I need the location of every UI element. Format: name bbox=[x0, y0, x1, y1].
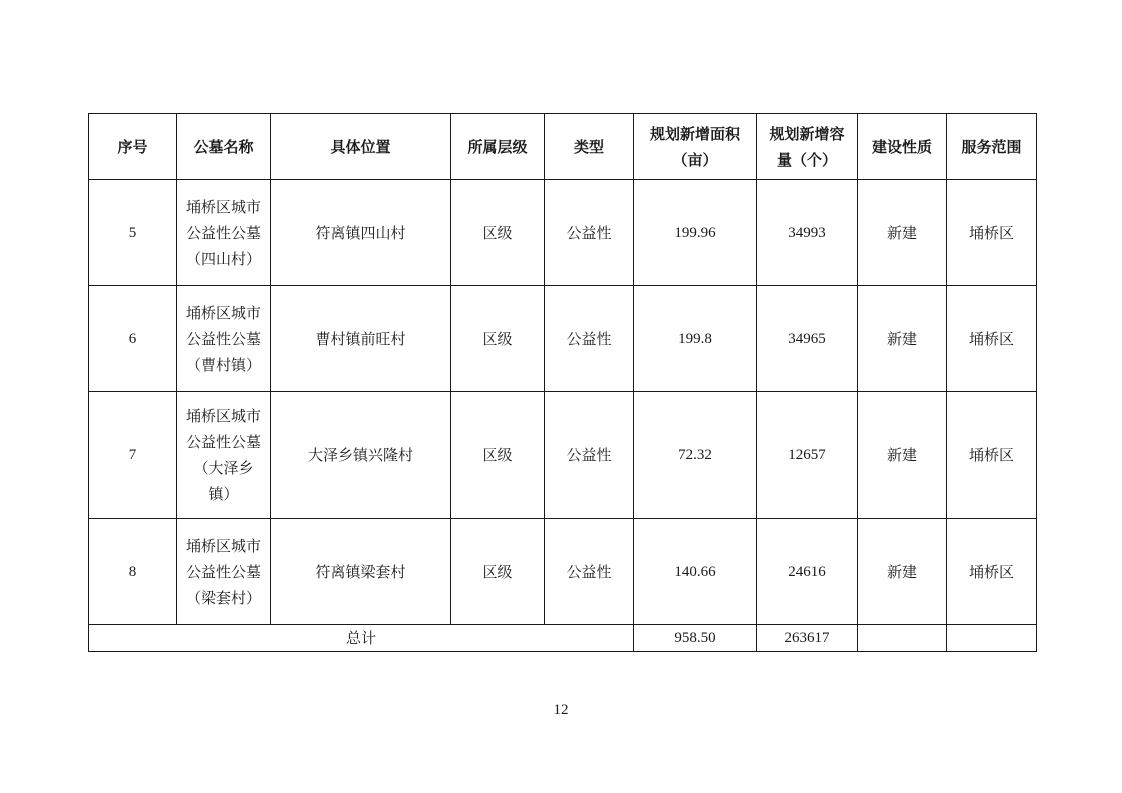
cell-level: 区级 bbox=[451, 286, 545, 392]
cell-level: 区级 bbox=[451, 180, 545, 286]
header-capacity: 规划新增容量（个） bbox=[757, 114, 858, 180]
cell-location: 符离镇梁套村 bbox=[271, 519, 451, 625]
cell-name: 埇桥区城市公益性公墓（四山村） bbox=[177, 180, 271, 286]
cell-seq: 6 bbox=[89, 286, 177, 392]
cell-nature: 新建 bbox=[858, 180, 947, 286]
cemetery-plan-table bbox=[88, 113, 1037, 652]
table-row bbox=[89, 392, 1037, 519]
cell-scope: 埇桥区 bbox=[947, 392, 1037, 519]
cell-area: 72.32 bbox=[634, 392, 757, 519]
header-level: 所属层级 bbox=[451, 114, 545, 180]
cell-area: 199.8 bbox=[634, 286, 757, 392]
cell-seq: 5 bbox=[89, 180, 177, 286]
cell-location: 曹村镇前旺村 bbox=[271, 286, 451, 392]
cell-seq: 7 bbox=[89, 392, 177, 519]
cell-type: 公益性 bbox=[545, 180, 634, 286]
total-label: 总计 bbox=[89, 625, 634, 652]
cell-scope: 埇桥区 bbox=[947, 519, 1037, 625]
cell-nature: 新建 bbox=[858, 286, 947, 392]
cell-level: 区级 bbox=[451, 392, 545, 519]
cell-name: 埇桥区城市公益性公墓（曹村镇） bbox=[177, 286, 271, 392]
cell-area: 140.66 bbox=[634, 519, 757, 625]
total-area: 958.50 bbox=[634, 625, 757, 652]
header-scope: 服务范围 bbox=[947, 114, 1037, 180]
cell-seq: 8 bbox=[89, 519, 177, 625]
cell-type: 公益性 bbox=[545, 519, 634, 625]
header-area: 规划新增面积（亩） bbox=[634, 114, 757, 180]
header-type: 类型 bbox=[545, 114, 634, 180]
cell-capacity: 12657 bbox=[757, 392, 858, 519]
cell-scope: 埇桥区 bbox=[947, 286, 1037, 392]
header-location: 具体位置 bbox=[271, 114, 451, 180]
cell-capacity: 34965 bbox=[757, 286, 858, 392]
cell-location: 大泽乡镇兴隆村 bbox=[271, 392, 451, 519]
cell-type: 公益性 bbox=[545, 392, 634, 519]
page-number: 12 bbox=[553, 702, 569, 718]
header-name: 公墓名称 bbox=[177, 114, 271, 180]
table-total-row bbox=[89, 625, 1037, 652]
cell-level: 区级 bbox=[451, 519, 545, 625]
cell-type: 公益性 bbox=[545, 286, 634, 392]
cell-area: 199.96 bbox=[634, 180, 757, 286]
header-seq: 序号 bbox=[89, 114, 177, 180]
cell-scope: 埇桥区 bbox=[947, 180, 1037, 286]
cell-capacity: 34993 bbox=[757, 180, 858, 286]
header-nature: 建设性质 bbox=[858, 114, 947, 180]
cell-name: 埇桥区城市公益性公墓（梁套村） bbox=[177, 519, 271, 625]
total-nature bbox=[858, 625, 947, 652]
cell-nature: 新建 bbox=[858, 519, 947, 625]
cell-location: 符离镇四山村 bbox=[271, 180, 451, 286]
table-row bbox=[89, 519, 1037, 625]
total-capacity: 263617 bbox=[757, 625, 858, 652]
table-row bbox=[89, 180, 1037, 286]
table-row bbox=[89, 286, 1037, 392]
total-scope bbox=[947, 625, 1037, 652]
cell-name: 埇桥区城市公益性公墓（大泽乡镇） bbox=[177, 392, 271, 519]
cell-capacity: 24616 bbox=[757, 519, 858, 625]
cell-nature: 新建 bbox=[858, 392, 947, 519]
table-header-row bbox=[89, 114, 1037, 180]
